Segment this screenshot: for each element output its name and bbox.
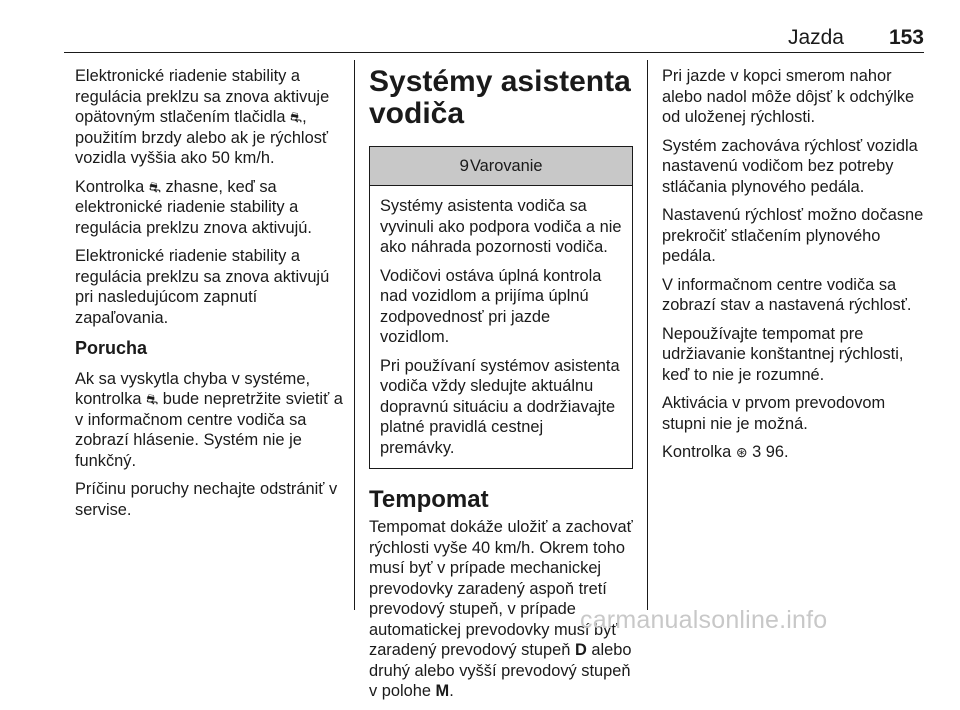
- text: .: [449, 682, 454, 700]
- paragraph: Nepoužívajte tempomat pre udržiavanie konštantnej rýchlosti, keď to nie je rozumné.: [662, 324, 904, 384]
- paragraph: Pri používaní systémov asistenta vodiča vždy sledujte aktuálnu dopravnú situáciu a dodržiavajte platné pravidlá cestnej premávky.: [380, 356, 620, 457]
- text: Ak sa vyskytla chyba v systéme, kontrolka: [75, 369, 311, 408]
- section-title: Jazda: [787, 26, 844, 49]
- section-heading: Porucha: [75, 338, 148, 358]
- page-header: [0, 0, 960, 56]
- watermark: carmanualsonline.info: [580, 606, 828, 634]
- text: Elektronické riadenie stability a regulácia preklzu sa znova aktivuje opätovným stlačením tlačidla: [75, 67, 330, 126]
- page-ref-arrow: 3: [752, 443, 762, 461]
- paragraph: Pri jazde v kopci smerom nahor alebo nadol môže dôjsť k odchýlke od uloženej rýchlosti.: [662, 67, 915, 126]
- paragraph: Nastavenú rýchlosť možno dočasne prekročiť stlačením plynového pedála.: [662, 206, 924, 265]
- column-divider: [647, 60, 648, 610]
- text: , použitím brzdy alebo ak je rýchlosť vozidla vyššia ako 50 km/h.: [75, 108, 329, 167]
- paragraph: Vodičovi ostáva úplná kontrola nad vozidlom a prijíma úplnú zodpovednosť pri jazde vozidlom.: [380, 266, 602, 346]
- paragraph: Príčinu poruchy nechajte odstrániť v servise.: [75, 480, 338, 519]
- warning-body: [370, 186, 632, 468]
- paragraph: [75, 369, 347, 472]
- esc-off-icon: ⛐: [290, 109, 303, 125]
- column-1: [75, 66, 347, 528]
- column-divider: [354, 60, 355, 610]
- cruise-control-icon: ⊛: [735, 444, 748, 460]
- paragraph: Elektronické riadenie stability a regulácia preklzu sa znova aktivujú pri nasledujúcom zapnutí zapaľovania.: [75, 247, 330, 327]
- chapter-heading: Systémy asistenta vodiča: [369, 65, 631, 130]
- text: alebo druhý alebo vyšší prevodový stupeň v polohe: [369, 641, 632, 700]
- text: zhasne, keď sa elektronické riadenie stability a regulácia preklzu znova aktivujú.: [75, 177, 312, 237]
- warning-title: Varovanie: [469, 156, 543, 175]
- column-3: [662, 66, 932, 471]
- esc-off-icon: ⛐: [148, 178, 161, 195]
- section-heading: Tempomat: [369, 486, 489, 513]
- text: Kontrolka: [75, 177, 149, 196]
- paragraph: [75, 177, 347, 239]
- text: 96.: [761, 443, 789, 461]
- gear-label: M: [435, 682, 450, 700]
- warning-header: [370, 147, 632, 186]
- paragraph: V informačnom centre vodiča sa zobrazí stav a nastavená rýchlosť.: [662, 275, 912, 314]
- page-number: 153: [888, 26, 924, 49]
- text: Tempomat dokáže uložiť a zachovať rýchlosti vyše 40 km/h. Okrem toho musí byť v prípade mechanickej prevodovky zaradený aspoň tretí prevodový stupeň, v prípade automatickej prevodovky musí byť zaradený prevodový stupeň: [369, 518, 633, 659]
- paragraph: Systém zachováva rýchlosť vozidla nastavenú vodičom bez potreby stláčania plynového pedála.: [662, 136, 918, 196]
- text: Kontrolka: [662, 443, 736, 461]
- paragraph: Systémy asistenta vodiča sa vyvinuli ako podpora vodiča a nie ako náhrada pozornosti vodiča.: [380, 197, 622, 256]
- text: bude nepretržite svietiť a v informačnom centre vodiča sa zobrazí hlásenie. Systém nie je funkčný.: [75, 390, 343, 470]
- gear-label: D: [574, 641, 587, 659]
- paragraph: [75, 66, 347, 169]
- esc-fault-icon: ⛐: [146, 391, 159, 407]
- warning-box: [369, 146, 633, 469]
- paragraph: Aktivácia v prvom prevodovom stupni nie je možná.: [662, 394, 886, 433]
- header-rule: [64, 52, 924, 53]
- warning-icon: 9: [459, 155, 469, 175]
- paragraph: [662, 442, 932, 463]
